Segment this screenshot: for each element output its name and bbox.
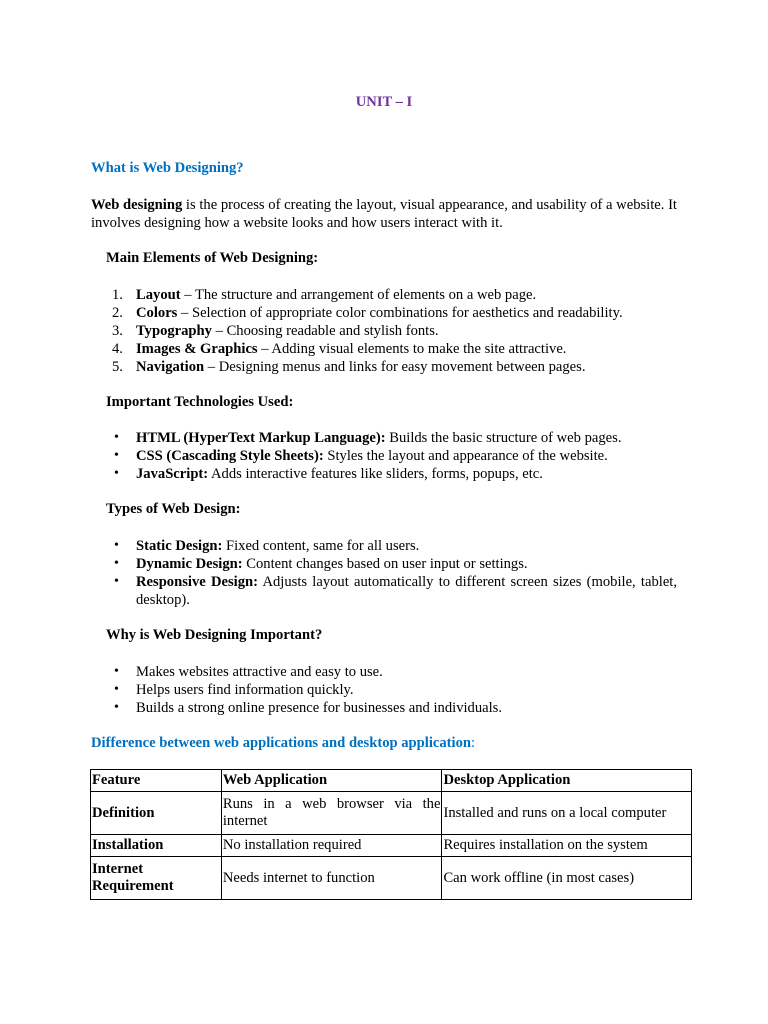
bullet-icon: • bbox=[114, 430, 119, 445]
list-item-text: – The structure and arrangement of elements on a web page. bbox=[180, 287, 537, 303]
list-item bbox=[114, 663, 677, 681]
list-item-text: Styles the layout and appearance of the website. bbox=[323, 448, 608, 464]
list-item-text: Adjusts layout automatically to different screen sizes (mobile, tablet, desktop). bbox=[136, 574, 677, 608]
list-item-text: Makes websites attractive and easy to use. bbox=[136, 664, 383, 680]
comparison-table bbox=[90, 769, 692, 900]
table-row bbox=[91, 857, 692, 900]
table-row-header: Installation bbox=[91, 835, 222, 857]
list-item-text: Content changes based on user input or settings. bbox=[242, 556, 528, 572]
table-row bbox=[91, 835, 692, 857]
list-item bbox=[114, 537, 677, 555]
bullet-icon: • bbox=[114, 700, 119, 715]
list-item-text: Fixed content, same for all users. bbox=[222, 538, 420, 554]
list-item-term: Layout bbox=[136, 287, 181, 303]
list-item-text: – Adding visual elements to make the site attractive. bbox=[257, 341, 567, 357]
table-header-cell: Web Application bbox=[221, 770, 442, 792]
list-number: 1. bbox=[112, 287, 123, 303]
list-item bbox=[112, 340, 677, 358]
list-item-term: Navigation bbox=[136, 359, 205, 375]
table-row-header: Internet Requirement bbox=[91, 857, 222, 900]
table-header-row bbox=[91, 770, 692, 792]
table-cell: Requires installation on the system bbox=[442, 835, 692, 857]
intro-bold-term: Web designing bbox=[91, 197, 183, 213]
difference-heading-colon: : bbox=[471, 735, 476, 751]
list-item bbox=[112, 322, 677, 340]
table-row bbox=[91, 792, 692, 835]
importance-heading: Why is Web Designing Important? bbox=[106, 627, 323, 643]
technologies-heading: Important Technologies Used: bbox=[106, 394, 294, 410]
table-cell: Runs in a web browser via the internet bbox=[221, 792, 442, 835]
list-item bbox=[114, 465, 677, 483]
types-list bbox=[114, 537, 677, 609]
list-item bbox=[112, 304, 677, 322]
intro-paragraph bbox=[91, 196, 677, 232]
list-item-term: Responsive Design: bbox=[136, 574, 259, 590]
list-item-term: HTML (HyperText Markup Language): bbox=[136, 430, 386, 446]
importance-list bbox=[114, 663, 677, 717]
main-elements-list bbox=[112, 286, 677, 376]
table-row-header: Definition bbox=[91, 792, 222, 835]
difference-heading bbox=[91, 735, 475, 752]
list-item bbox=[114, 699, 677, 717]
table-cell: Needs internet to function bbox=[221, 857, 442, 900]
table-cell: No installation required bbox=[221, 835, 442, 857]
table-cell: Installed and runs on a local computer bbox=[442, 792, 692, 835]
list-item bbox=[114, 681, 677, 699]
list-item bbox=[114, 555, 677, 573]
bullet-icon: • bbox=[114, 466, 119, 481]
what-is-web-designing-heading: What is Web Designing? bbox=[91, 160, 244, 176]
list-item-text: Builds a strong online presence for businesses and individuals. bbox=[136, 700, 502, 716]
intro-text: is the process of creating the layout, visual appearance, and usability of a website. It involves designing how a website looks and how users interact with it. bbox=[91, 197, 677, 231]
types-heading: Types of Web Design: bbox=[106, 501, 241, 517]
table-cell: Can work offline (in most cases) bbox=[442, 857, 692, 900]
list-number: 2. bbox=[112, 305, 123, 321]
list-item bbox=[112, 286, 677, 304]
list-item-text: – Selection of appropriate color combinations for aesthetics and readability. bbox=[177, 305, 623, 321]
table-header-cell: Desktop Application bbox=[442, 770, 692, 792]
list-item bbox=[114, 447, 677, 465]
list-item-term: Dynamic Design: bbox=[136, 556, 243, 572]
bullet-icon: • bbox=[114, 664, 119, 679]
bullet-icon: • bbox=[114, 682, 119, 697]
list-item-term: CSS (Cascading Style Sheets): bbox=[136, 448, 324, 464]
difference-heading-text: Difference between web applications and desktop application bbox=[91, 735, 471, 751]
bullet-icon: • bbox=[114, 538, 119, 553]
list-number: 5. bbox=[112, 359, 123, 375]
bullet-icon: • bbox=[114, 448, 119, 463]
bullet-icon: • bbox=[114, 556, 119, 571]
list-item bbox=[114, 573, 677, 609]
list-item-text: – Designing menus and links for easy movement between pages. bbox=[204, 359, 586, 375]
list-item-term: Static Design: bbox=[136, 538, 223, 554]
bullet-icon: • bbox=[114, 574, 119, 589]
technologies-list bbox=[114, 429, 677, 483]
list-item bbox=[114, 429, 677, 447]
list-item-text: Helps users find information quickly. bbox=[136, 682, 354, 698]
main-elements-heading: Main Elements of Web Designing: bbox=[106, 250, 319, 266]
list-item-term: Colors bbox=[136, 305, 178, 321]
list-item-text: Builds the basic structure of web pages. bbox=[385, 430, 622, 446]
list-item-text: – Choosing readable and stylish fonts. bbox=[211, 323, 439, 339]
list-item-term: Typography bbox=[136, 323, 212, 339]
table-header-cell: Feature bbox=[91, 770, 222, 792]
list-item-text: Adds interactive features like sliders, forms, popups, etc. bbox=[208, 466, 543, 482]
list-number: 4. bbox=[112, 341, 123, 357]
list-item bbox=[112, 358, 677, 376]
list-number: 3. bbox=[112, 323, 123, 339]
unit-title: UNIT – I bbox=[355, 94, 413, 110]
list-item-term: JavaScript: bbox=[136, 466, 209, 482]
list-item-term: Images & Graphics bbox=[136, 341, 258, 357]
